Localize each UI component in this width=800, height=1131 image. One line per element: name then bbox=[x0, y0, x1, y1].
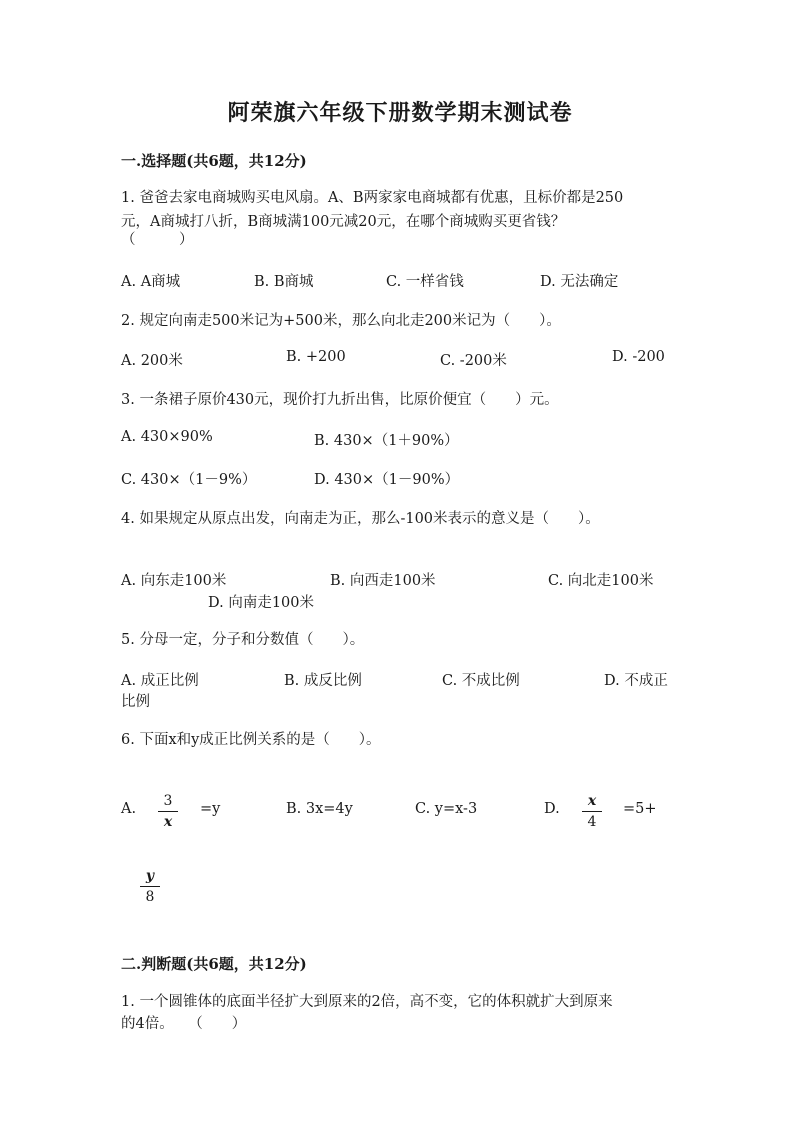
question-1-option-a: A. A商城 bbox=[121, 274, 181, 290]
question-6-option-d-tail: =5+ bbox=[623, 801, 657, 817]
fraction-bar bbox=[582, 811, 602, 812]
question-1-option-d: D. 无法确定 bbox=[540, 274, 619, 290]
fraction-numerator: y bbox=[145, 868, 155, 884]
question-6-option-a-fraction bbox=[158, 793, 178, 830]
question-4-option-c: C. 向北走100米 bbox=[548, 573, 654, 589]
fraction-bar bbox=[158, 811, 178, 812]
question-6-option-a-tail: =y bbox=[200, 801, 221, 817]
question-5-option-d-wrap: 比例 bbox=[121, 694, 150, 710]
fraction-denominator: 4 bbox=[587, 814, 597, 830]
judgement-1-line-1: 1. 一个圆锥体的底面半径扩大到原来的2倍，高不变，它的体积就扩大到原来 bbox=[121, 994, 613, 1010]
fraction-numerator: 3 bbox=[163, 793, 173, 809]
judgement-1-line-2: 的4倍。 （ ） bbox=[121, 1016, 247, 1032]
question-3-option-a: A. 430×90% bbox=[121, 429, 213, 445]
question-6-option-d-fraction-2 bbox=[140, 868, 160, 905]
question-6-option-d-label: D. bbox=[544, 801, 560, 817]
question-1-line-2: 元，A商城打八折，B商城满100元减20元，在哪个商城购买更省钱？ bbox=[121, 214, 566, 230]
question-3-option-d: D. 430×（1－90%） bbox=[314, 472, 460, 488]
question-5-option-b: B. 成反比例 bbox=[284, 673, 362, 689]
question-4-text: 4. 如果规定从原点出发，向南走为正，那么-100米表示的意义是（ ）。 bbox=[121, 511, 600, 527]
question-6-option-b: B. 3x=4y bbox=[286, 801, 353, 817]
question-1-option-b: B. B商城 bbox=[254, 274, 314, 290]
question-1-option-c: C. 一样省钱 bbox=[386, 274, 464, 290]
question-6-text: 6. 下面x和y成正比例关系的是（ ）。 bbox=[121, 732, 381, 748]
question-5-text: 5. 分母一定，分子和分数值（ ）。 bbox=[121, 632, 365, 648]
section-heading-judgement: 二.判断题(共6题，共12分) bbox=[121, 955, 307, 973]
section-heading-choice: 一.选择题(共6题，共12分) bbox=[121, 152, 307, 170]
question-2-option-c: C. -200米 bbox=[440, 353, 507, 369]
question-6-option-c: C. y=x-3 bbox=[415, 801, 478, 817]
question-4-option-b: B. 向西走100米 bbox=[330, 573, 436, 589]
question-1-line-1: 1. 爸爸去家电商城购买电风扇。A、B两家家电商城都有优惠，且标价都是250 bbox=[121, 190, 624, 206]
question-5-option-d: D. 不成正 bbox=[604, 673, 668, 689]
question-3-option-c: C. 430×（1－9%） bbox=[121, 472, 257, 488]
page-title: 阿荣旗六年级下册数学期末测试卷 bbox=[227, 100, 573, 126]
fraction-bar bbox=[140, 886, 160, 887]
question-4-option-a: A. 向东走100米 bbox=[121, 573, 227, 589]
question-6-option-d-fraction bbox=[582, 793, 602, 830]
question-2-option-a: A. 200米 bbox=[121, 353, 183, 369]
fraction-denominator: 8 bbox=[145, 889, 155, 905]
question-4-option-d: D. 向南走100米 bbox=[208, 595, 315, 611]
question-2-option-d: D. -200 bbox=[612, 349, 665, 365]
question-5-option-c: C. 不成比例 bbox=[442, 673, 520, 689]
fraction-numerator: x bbox=[587, 793, 597, 809]
question-6-option-a-label: A. bbox=[121, 801, 137, 817]
question-2-option-b: B. +200 bbox=[286, 349, 346, 365]
question-3-text: 3. 一条裙子原价430元，现价打九折出售，比原价便宜（ ）元。 bbox=[121, 392, 559, 408]
question-2-text: 2. 规定向南走500米记为+500米，那么向北走200米记为（ ）。 bbox=[121, 313, 561, 329]
question-5-option-a: A. 成正比例 bbox=[121, 673, 199, 689]
question-3-option-b: B. 430×（1＋90%） bbox=[314, 433, 459, 449]
fraction-denominator: x bbox=[163, 814, 173, 830]
question-1-line-3: （ ） bbox=[121, 232, 194, 248]
